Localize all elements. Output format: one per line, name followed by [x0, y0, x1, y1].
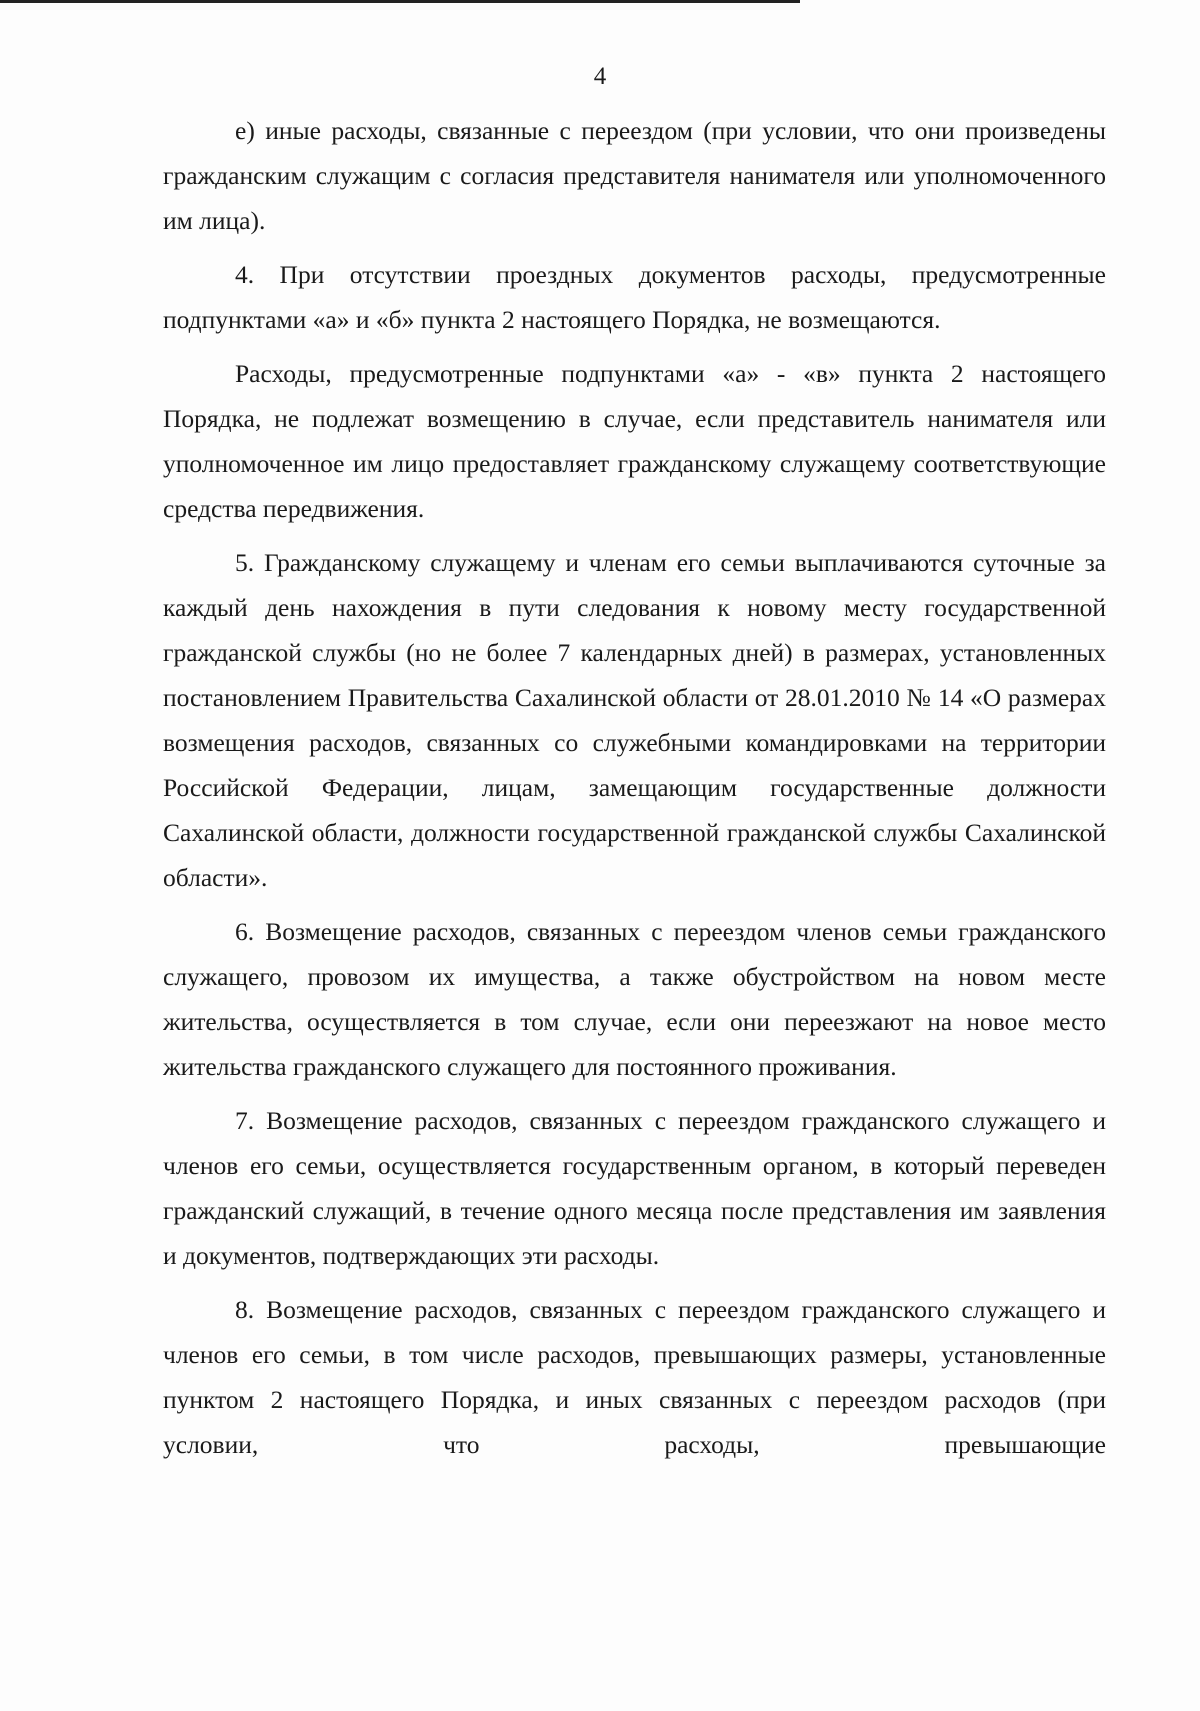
- paragraph-4-no-travel-documents: 4. При отсутствии проездных документов расходы, предусмотренные подпунктами «а» и «б» пункта 2 настоящего Порядка, не возмещаются.: [163, 260, 1106, 334]
- paragraph-7-reimbursement-timing: 7. Возмещение расходов, связанных с переездом гражданского служащего и членов его семьи, осуществляется государственным органом, в который переведен гражданский служащий, в течение одного месяца после представления им заявления и документов, подтверждающих эти расходы.: [163, 1106, 1106, 1270]
- paragraph-6-family-relocation: 6. Возмещение расходов, связанных с переездом членов семьи гражданского служащего, провозом их имущества, а также обустройством на новом месте жительства, осуществляется в том случае, если они переезжают на новое место жительства гражданского служащего для постоянного проживания.: [163, 917, 1106, 1081]
- paragraph-8-excess-expenses: 8. Возмещение расходов, связанных с переездом гражданского служащего и членов его семьи, в том числе расходов, превышающих размеры, установленные пунктом 2 настоящего Порядка, и иных связанных с переездом расходов (при условии, что расходы, превышающие: [163, 1295, 1106, 1459]
- page-number: 4: [593, 63, 607, 90]
- paragraph-e-other-expenses: е) иные расходы, связанные с переездом (при условии, что они произведены гражданским служащим с согласия представителя нанимателя или уполномоченного им лица).: [163, 116, 1106, 235]
- paragraph-5-daily-allowance: 5. Гражданскому служащему и членам его семьи выплачиваются суточные за каждый день нахождения в пути следования к новому месту государственной гражданской службы (но не более 7 календарных дней) в размерах, установленных постановлением Правительства Сахалинской области от 28.01.2010 № 14 «О размерах возмещения расходов, связанных со служебными командировками на территории Российской Федерации, лицам, замещающим государственные должности Сахалинской области, должности государственной гражданской службы Сахалинской области».: [163, 548, 1106, 892]
- document-body: [163, 108, 1106, 1476]
- paragraph-4-transport-provided: Расходы, предусмотренные подпунктами «а» - «в» пункта 2 настоящего Порядка, не подлежат возмещению в случае, если представитель нанимателя или уполномоченное им лицо предоставляет гражданскому служащему соответствующие средства передвижения.: [163, 359, 1106, 523]
- top-border-line: [0, 0, 800, 3]
